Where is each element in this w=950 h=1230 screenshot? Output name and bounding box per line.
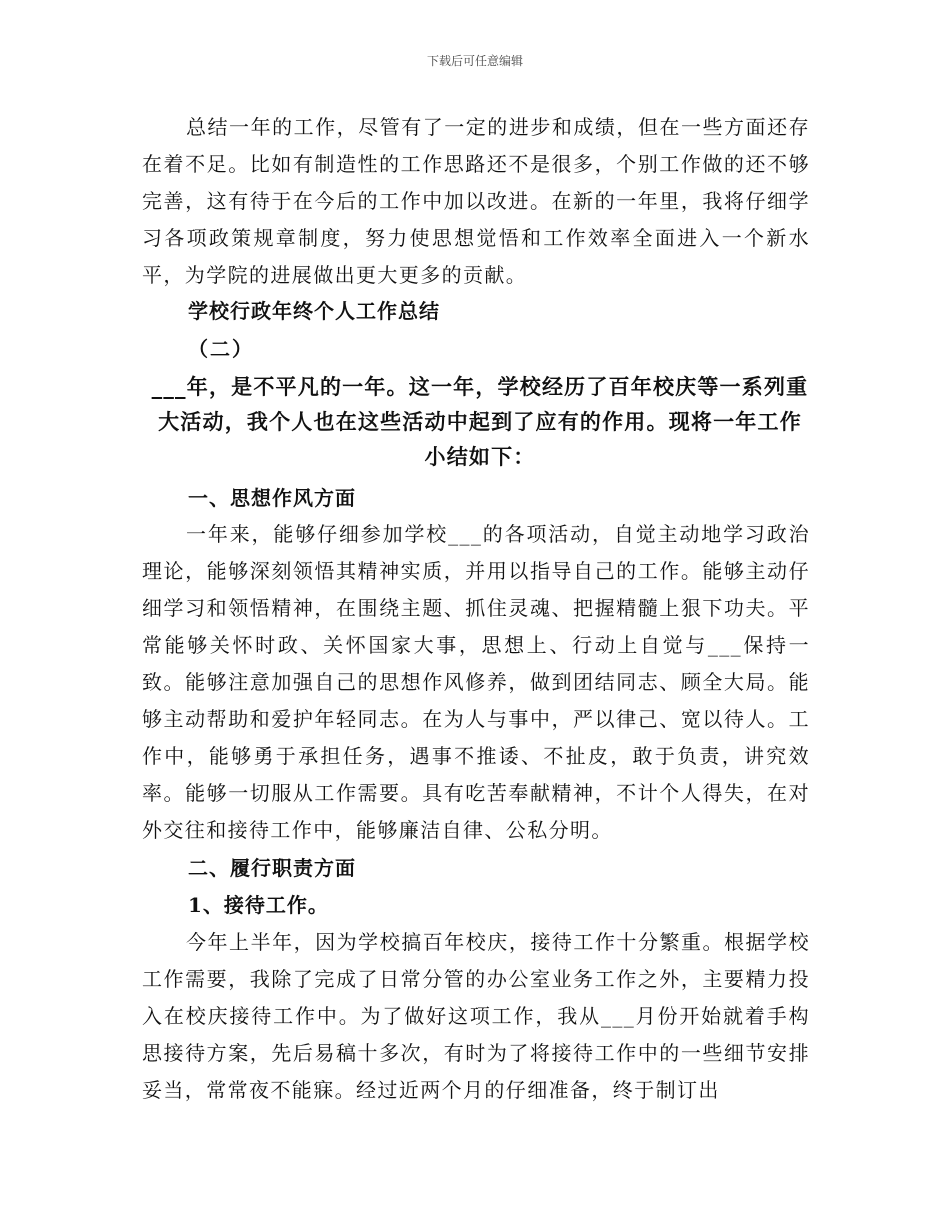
section-heading-thought: 一、思想作风方面 [188, 486, 356, 510]
document-title: 学校行政年终个人工作总结 [188, 299, 440, 323]
section-heading-duties: 二、履行职责方面 [188, 856, 356, 880]
subsection-heading-reception: 1、接待工作。 [188, 893, 329, 917]
paragraph-reception: 今年上半年，因为学校搞百年校庆，接待工作十分繁重。根据学校工作需要，我除了完成了日常分管的办公室业务工作之外，主要精力投入在校庆接待工作中。为了做好这项工作，我从___月份开始就着手构思接待方案，先后易稿十多次，有时为了将接待工作中的一些细节安排妥当，常常夜不能寐。经过近两个月的仔细准备，终于制订出 [142, 930, 810, 1102]
paragraph-thought: 一年来，能够仔细参加学校___的各项活动，自觉主动地学习政治理论，能够深刻领悟其精神实质，并用以指导自己的工作。能够主动仔细学习和领悟精神，在围绕主题、抓住灵魂、把握精髓上狠下功夫。平常能够关怀时政、关怀国家大事，思想上、行动上自觉与___保持一致。能够注意加强自己的思想作风修养，做到团结同志、顾全大局。能够主动帮助和爱护年轻同志。在为人与事中，严以律己、宽以待人。工作中，能够勇于承担任务，遇事不推诿、不扯皮，敢于负责，讲究效率。能够一切服从工作需要。具有吃苦奉献精神，不计个人得失，在对外交往和接待工作中，能够廉洁自律、公私分明。 [142, 522, 810, 842]
intro-paragraph: ___年，是不平凡的一年。这一年，学校经历了百年校庆等一系列重大活动，我个人也在这些活动中起到了应有的作用。现将一年工作小结如下： [151, 374, 809, 469]
document-subtitle: （二） [188, 337, 254, 361]
paragraph-summary: 总结一年的工作，尽管有了一定的进步和成绩，但在一些方面还存在着不足。比如有制造性的工作思路还不是很多，个别工作做的还不够完善，这有待于在今后的工作中加以改进。在新的一年里，我将仔细学习各项政策规章制度，努力使思想觉悟和工作效率全面进入一个新水平，为学院的进展做出更大更多的贡献。 [142, 115, 810, 287]
page-header-note: 下载后可任意编辑 [426, 54, 523, 68]
